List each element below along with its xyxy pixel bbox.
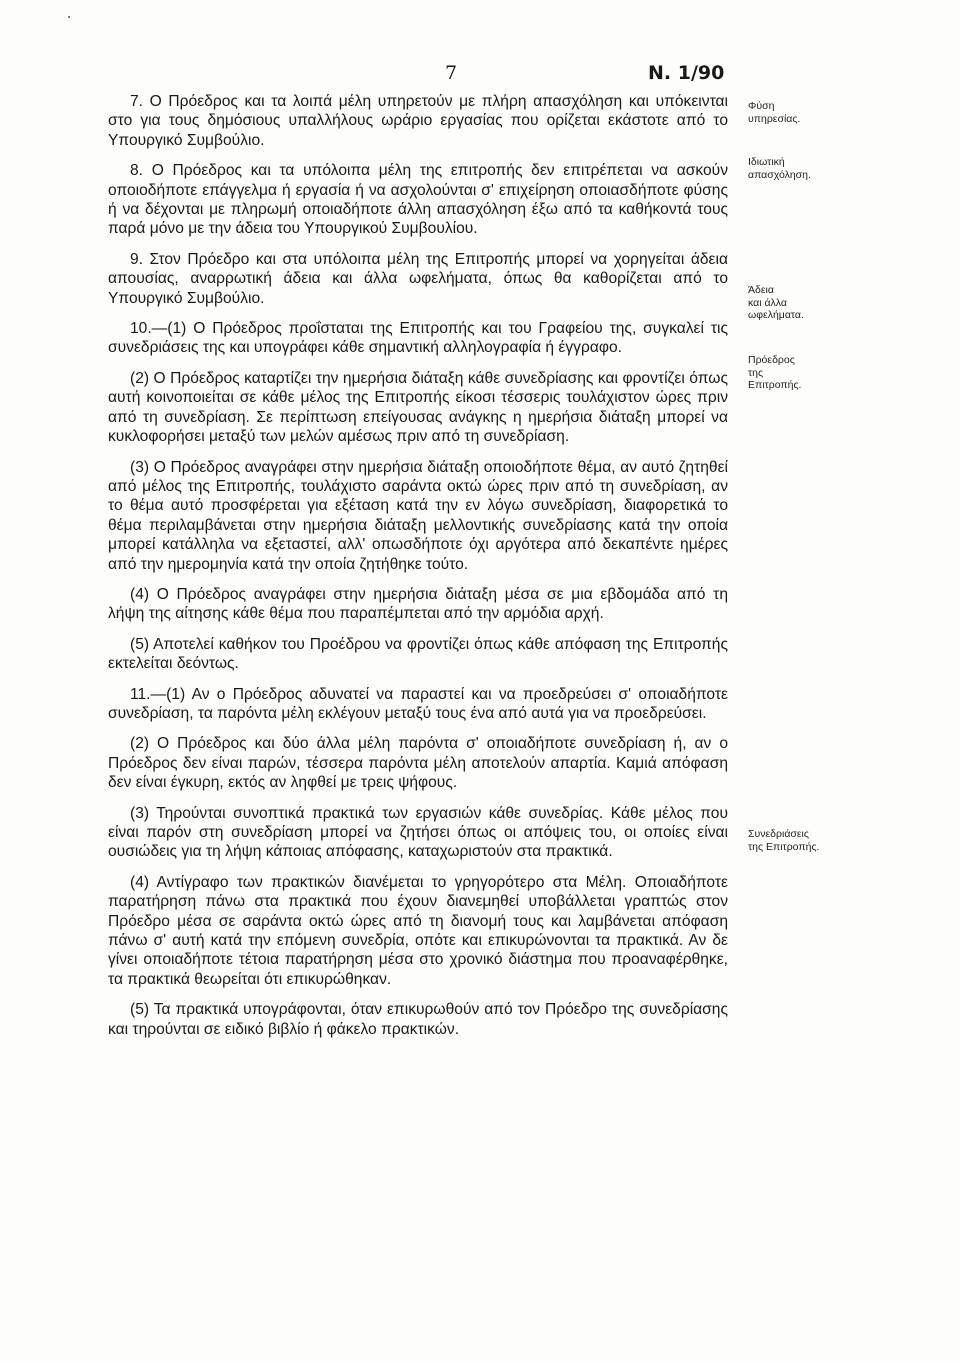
paragraph-11-4: (4) Αντίγραφο των πρακτικών διανέμεται το γρηγορότερο στα Μέλη. Οποιαδήποτε παρατήρηση πάνω στα πρακτικά που έχουν διανεμηθεί υποβάλλεται γραπτώς στον Πρόεδρο μέσα σε σαράντα οκτώ ώρες από τη διανομή τους και λαμβάνεται απόφαση πάνω σ' αυτή κατά την επόμενη συνεδρία, οπότε και επικυρώνονται τα πρακτικά. Αν δε γίνει οποιαδήποτε τέτοια παρατήρηση μέσα στο χρονικό διάστημα που προαναφέρθηκε, τα πρακτικά θεωρείται ότι επικυρώθηκαν. (108, 873, 728, 988)
margin-note-meetings: Συνεδριάσεις της Επιτροπής. (748, 828, 820, 853)
page-header (0, 62, 960, 92)
document-body (108, 92, 728, 1050)
paragraph-10-5: (5) Αποτελεί καθήκον του Προέδρου να φροντίζει όπως κάθε απόφαση της Επιτροπής εκτελείται δεόντως. (108, 635, 728, 673)
scan-speck (68, 16, 70, 18)
paragraph-10-1: 10.—(1) Ο Πρόεδρος προΐσταται της Επιτροπής και του Γραφείου της, συγκαλεί τις συνεδριάσεις της και υπογράφει κάθε σημαντική αλληλογραφία ή έγγραφο. (108, 320, 728, 357)
paragraph-10-3: (3) Ο Πρόεδρος αναγράφει στην ημερήσια διάταξη οποιοδήποτε θέμα, αν αυτό ζητηθεί από μέλος της Επιτροπής, τουλάχιστο σαράντα οκτώ ώρες πριν από τη συνεδρίαση, αν το θέμα αυτό προσφέρεται για εξέταση κατά την εν λόγω συνεδρίαση, διαφορετικά το θέμα περιλαμβάνεται στην ημερήσια διάταξη μελλοντικής συνεδρίασης κατά την οποία μπορεί κατάλληλα να εξεταστεί, αλλ' οπωσδήποτε όχι αργότερα από δεκαπέντε ημέρες από την ημερομηνία κατά την οποία ζητήθηκε τούτο. (108, 458, 728, 573)
document-number: Ν. 1/90 (648, 62, 725, 84)
paragraph-7: 7. Ο Πρόεδρος και τα λοιπά μέλη υπηρετούν με πλήρη απασχόληση και υπόκεινται στο για τους δημόσιους υπαλλήλους ωράριο εργασίας που ορίζεται εκάστοτε από το Υπουργικό Συμβούλιο. (108, 93, 728, 149)
margin-note-chairman: Πρόεδρος της Επιτροπής. (748, 354, 802, 391)
paragraph-10-2: (2) Ο Πρόεδρος καταρτίζει την ημερήσια διάταξη κάθε συνεδρίασης και φροντίζει όπως αυτή κοινοποιείται σε κάθε μέλος της Επιτροπής είκοσι τέσσερις τουλάχιστον ώρες πριν από τη συνεδρίαση. Σε περίπτωση επείγουσας ανάγκης η ημερήσια διάταξη μπορεί να κυκλοφορήσει μεταξύ των μελών αμέσως πριν από τη συνεδρίαση. (108, 369, 728, 446)
paragraph-11-5: (5) Τα πρακτικά υπογράφονται, όταν επικυρωθούν από τον Πρόεδρο της συνεδρίασης και τηρούνται σε ειδικό βιβλίο ή φάκελο πρακτικών. (108, 1001, 728, 1038)
margin-note-private-employment: Ιδιωτική απασχόληση. (748, 156, 811, 181)
paragraph-10-4: (4) Ο Πρόεδρος αναγράφει στην ημερήσια διάταξη μέσα σε μια εβδομάδα από τη λήψη της αίτησης κάθε θέμα που παραπέμπεται από την αρμόδια αρχή. (108, 585, 728, 623)
margin-note-nature-of-service: Φύση υπηρεσίας. (748, 100, 801, 125)
paragraph-9: 9. Στον Πρόεδρο και στα υπόλοιπα μέλη της Επιτροπής μπορεί να χορηγείται άδεια απουσίας, αναρρωτική άδεια και άλλα ωφελήματα, όπως θα καθορίζεται από το Υπουργικό Συμβούλιο. (108, 250, 728, 307)
paragraph-11-1: 11.—(1) Αν ο Πρόεδρος αδυνατεί να παραστεί και να προεδρεύσει σ' οποιαδήποτε συνεδρίαση, τα παρόντα μέλη εκλέγουν μεταξύ τους ένα από αυτά για να προεδρεύσει. (108, 685, 728, 722)
margin-note-leave-benefits: Άδεια και άλλα ωφελήματα. (748, 284, 804, 321)
page-number: 7 (445, 62, 458, 84)
paragraph-11-2: (2) Ο Πρόεδρος και δύο άλλα μέλη παρόντα σ' οποιαδήποτε συνεδρίαση ή, αν ο Πρόεδρος δεν είναι παρών, τέσσερα παρόντα μέλη αποτελούν απαρτία. Καμιά απόφαση δεν είναι έγκυρη, εκτός αν ληφθεί με τρεις ψήφους. (108, 735, 728, 792)
paragraph-11-3: (3) Τηρούνται συνοπτικά πρακτικά των εργασιών κάθε συνεδρίας. Κάθε μέλος που είναι παρόν στη συνεδρίαση μπορεί να ζητήσει όπως οι απόψεις του, οι οποίες είναι ουσιώδεις για τη λήψη κάποιας απόφασης, καταχωριστούν στα πρακτικά. (108, 804, 728, 861)
paragraph-8: 8. Ο Πρόεδρος και τα υπόλοιπα μέλη της επιτροπής δεν επιτρέπεται να ασκούν οποιοδήποτε επάγγελμα ή εργασία ή να ασχολούνται σ' επιχείρηση οποιασδήποτε φύσης ή να δέχονται με πληρωμή οποιαδήποτε άλλη απασχόληση έξω από τα καθήκοντά τους παρά μόνο με την άδεια του Υπουργικού Συμβουλίου. (108, 162, 728, 238)
